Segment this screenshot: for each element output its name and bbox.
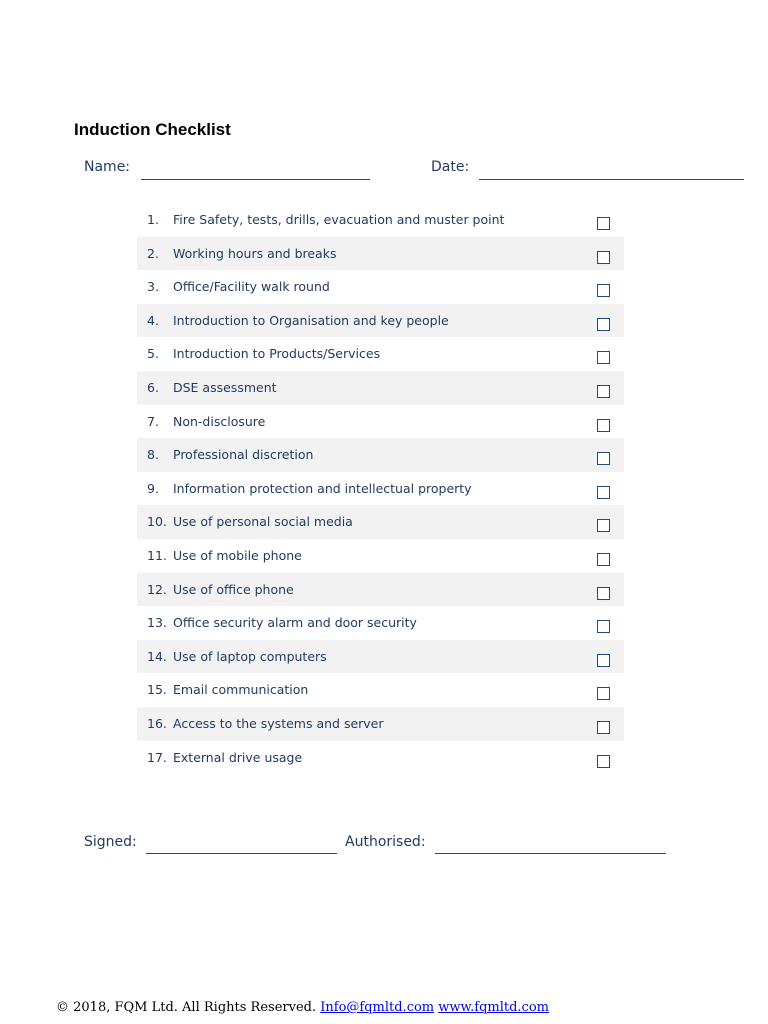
checklist-item xyxy=(137,573,624,607)
checklist-item-number: 17. xyxy=(147,749,167,765)
checklist xyxy=(137,203,624,774)
checklist-item-label: Email communication xyxy=(173,682,309,698)
checklist-item xyxy=(137,472,624,506)
checklist-checkbox[interactable] xyxy=(597,654,610,667)
checklist-item-number: 2. xyxy=(147,245,159,261)
checklist-checkbox[interactable] xyxy=(597,519,610,532)
checklist-checkbox[interactable] xyxy=(597,419,610,432)
checklist-item-number: 3. xyxy=(147,279,159,295)
checklist-checkbox[interactable] xyxy=(597,251,610,264)
checklist-item-label: Fire Safety, tests, drills, evacuation and muster point xyxy=(173,212,505,227)
website-link[interactable]: www.fqmltd.com xyxy=(438,1000,549,1015)
checklist-item-number: 13. xyxy=(147,615,167,631)
checklist-item xyxy=(137,505,624,539)
checklist-checkbox[interactable] xyxy=(597,755,610,768)
checklist-checkbox[interactable] xyxy=(597,486,610,499)
checklist-item-label: Office/Facility walk round xyxy=(173,279,330,295)
checklist-checkbox[interactable] xyxy=(597,587,610,600)
checklist-item-label: Professional discretion xyxy=(173,447,314,463)
checklist-item-number: 4. xyxy=(147,312,159,328)
checklist-checkbox[interactable] xyxy=(597,284,610,297)
name-field[interactable] xyxy=(141,179,370,180)
checklist-checkbox[interactable] xyxy=(597,687,610,700)
checklist-item-label: Introduction to Organisation and key people xyxy=(173,312,449,328)
name-label: Name: xyxy=(84,159,131,175)
checklist-item xyxy=(137,237,624,271)
checklist-item xyxy=(137,270,624,304)
checklist-item-number: 15. xyxy=(147,682,167,698)
checklist-item-label: Office security alarm and door security xyxy=(173,615,417,631)
checklist-item xyxy=(137,606,624,640)
signed-field[interactable] xyxy=(146,853,337,854)
checklist-item-number: 7. xyxy=(147,413,159,429)
checklist-checkbox[interactable] xyxy=(597,217,610,230)
page-title: Induction Checklist xyxy=(74,120,231,139)
checklist-item-number: 16. xyxy=(147,715,167,731)
checklist-item-number: 12. xyxy=(147,581,167,597)
checklist-item xyxy=(137,741,624,775)
checklist-item xyxy=(137,640,624,674)
checklist-item-label: Use of mobile phone xyxy=(173,547,302,563)
checklist-checkbox[interactable] xyxy=(597,351,610,364)
checklist-item xyxy=(137,304,624,338)
checklist-item xyxy=(137,438,624,472)
checklist-item-number: 5. xyxy=(147,346,159,362)
checklist-item-label: Non-disclosure xyxy=(173,413,266,429)
checklist-item xyxy=(137,337,624,371)
checklist-item-number: 1. xyxy=(147,212,159,227)
checklist-item-label: Working hours and breaks xyxy=(173,245,337,261)
footer xyxy=(56,1000,549,1015)
copyright-text: © 2018, FQM Ltd. All Rights Reserved. xyxy=(56,1000,317,1015)
checklist-item xyxy=(137,203,624,237)
email-link[interactable]: Info@fqmltd.com xyxy=(320,1000,435,1015)
checklist-checkbox[interactable] xyxy=(597,553,610,566)
checklist-item xyxy=(137,707,624,741)
checklist-item-number: 11. xyxy=(147,547,167,563)
checklist-item-number: 8. xyxy=(147,447,159,463)
checklist-item xyxy=(137,405,624,439)
checklist-item xyxy=(137,673,624,707)
checklist-item-number: 9. xyxy=(147,480,159,496)
checklist-checkbox[interactable] xyxy=(597,385,610,398)
checklist-item-label: Use of office phone xyxy=(173,581,294,597)
checklist-checkbox[interactable] xyxy=(597,620,610,633)
checklist-item-number: 10. xyxy=(147,514,167,530)
checklist-item-label: Use of laptop computers xyxy=(173,648,327,664)
checklist-item-label: Introduction to Products/Services xyxy=(173,346,381,362)
checklist-item-number: 14. xyxy=(147,648,167,664)
checklist-checkbox[interactable] xyxy=(597,721,610,734)
checklist-item-label: Information protection and intellectual property xyxy=(173,480,472,496)
checklist-item-label: External drive usage xyxy=(173,749,303,765)
authorised-field[interactable] xyxy=(435,853,666,854)
checklist-item-label: Use of personal social media xyxy=(173,514,353,530)
checklist-item-label: Access to the systems and server xyxy=(173,715,384,731)
checklist-item-number: 6. xyxy=(147,379,159,395)
checklist-item xyxy=(137,539,624,573)
date-label: Date: xyxy=(431,159,470,175)
signed-label: Signed: xyxy=(84,834,137,850)
checklist-item-label: DSE assessment xyxy=(173,379,277,395)
date-field[interactable] xyxy=(479,179,744,180)
checklist-checkbox[interactable] xyxy=(597,452,610,465)
checklist-checkbox[interactable] xyxy=(597,318,610,331)
checklist-item xyxy=(137,371,624,405)
authorised-label: Authorised: xyxy=(345,834,426,850)
